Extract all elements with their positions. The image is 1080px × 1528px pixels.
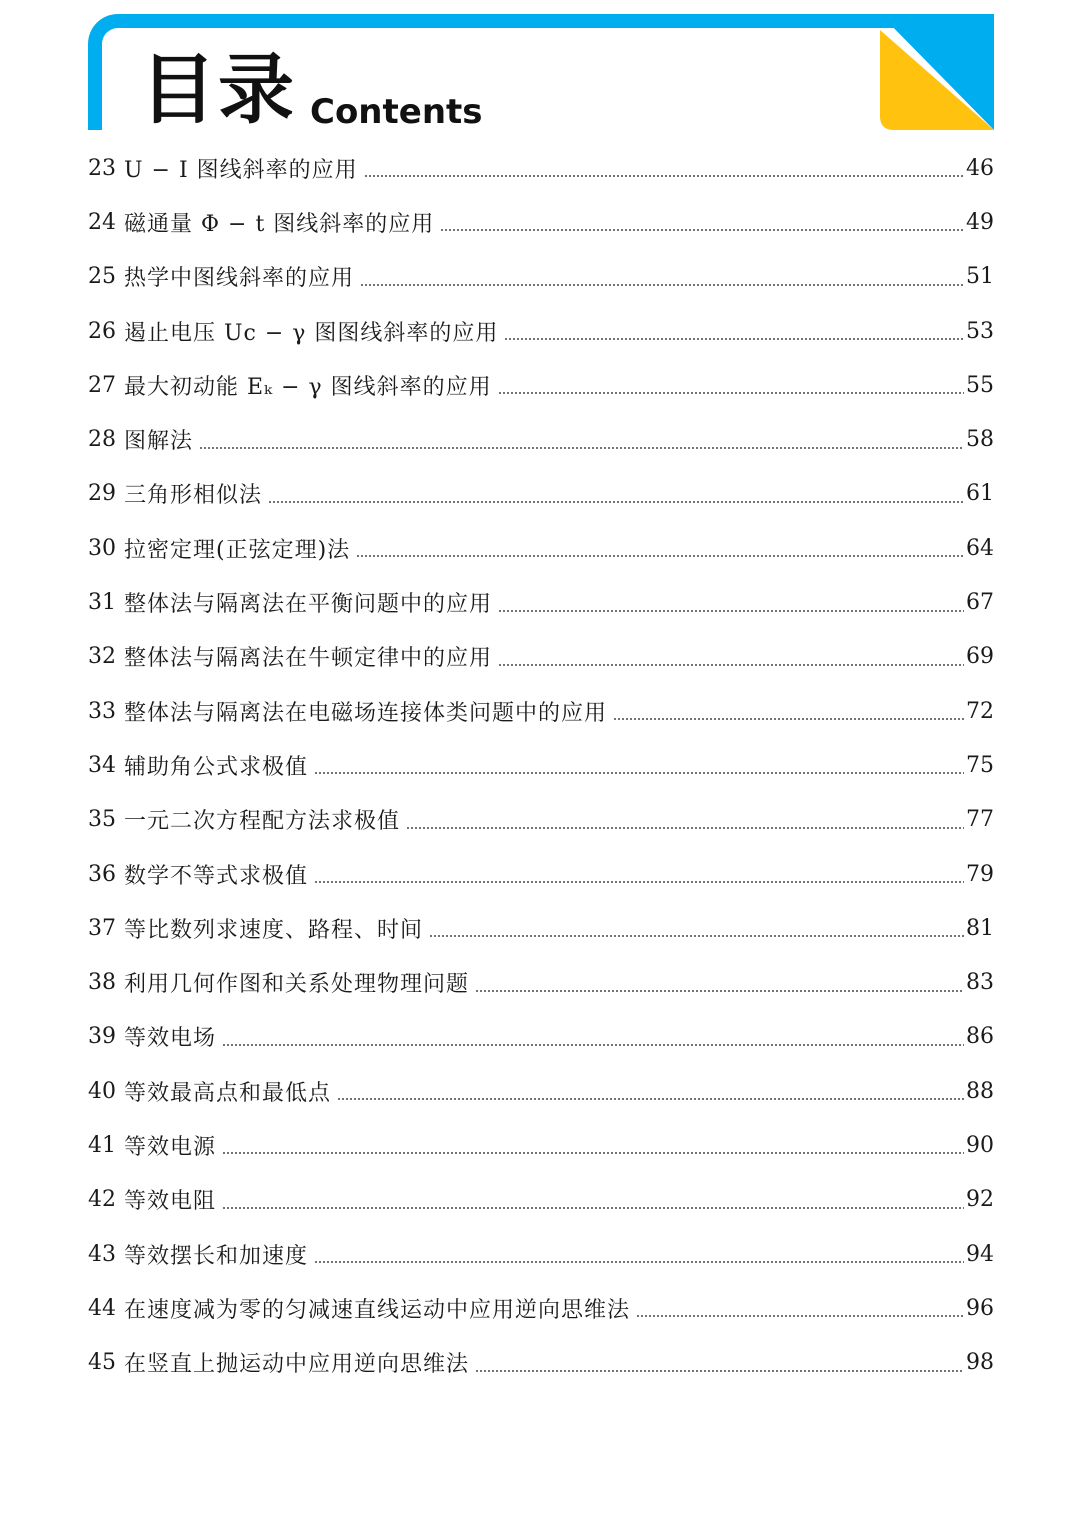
- dot-leader: [364, 175, 964, 177]
- toc-entry-page: 53: [966, 318, 994, 344]
- toc-entry-number: 23: [88, 155, 116, 181]
- toc-entry-number: 39: [88, 1024, 116, 1050]
- toc-entry[interactable]: [88, 195, 994, 249]
- toc-entry-title: 辅助角公式求极值: [124, 754, 309, 780]
- toc-entry-page: 83: [966, 970, 994, 996]
- toc-entry-page: 72: [966, 698, 994, 724]
- dot-leader: [498, 664, 964, 666]
- toc-entry-page: 94: [966, 1241, 994, 1267]
- toc-entry-page: 55: [966, 372, 994, 398]
- toc-entry-title: 拉密定理(正弦定理)法: [124, 537, 351, 563]
- toc-entry-number: 33: [88, 698, 116, 724]
- dot-leader: [222, 1152, 964, 1154]
- toc-entry-page: 77: [966, 807, 994, 833]
- toc-entry-number: 28: [88, 427, 116, 453]
- toc-entry-number: 45: [88, 1350, 116, 1376]
- toc-entry-page: 64: [966, 535, 994, 561]
- dot-leader: [636, 1315, 964, 1317]
- toc-entry-number: 25: [88, 264, 116, 290]
- dot-leader: [498, 392, 964, 394]
- toc-entry-number: 40: [88, 1078, 116, 1104]
- toc-entry[interactable]: [88, 412, 994, 466]
- toc-entry-title: 遏止电压 Uc − γ 图图线斜率的应用: [124, 320, 499, 346]
- toc-entry-page: 98: [966, 1350, 994, 1376]
- toc-entry-number: 36: [88, 861, 116, 887]
- toc-entry-number: 35: [88, 807, 116, 833]
- dot-leader: [222, 1044, 964, 1046]
- toc-entry-title: 整体法与隔离法在电磁场连接体类问题中的应用: [124, 700, 608, 726]
- toc-entry-title: 磁通量 Φ − t 图线斜率的应用: [124, 211, 435, 237]
- toc-header: [88, 14, 994, 134]
- corner-decoration: [880, 14, 994, 130]
- toc-entry-number: 38: [88, 970, 116, 996]
- toc-entry[interactable]: [88, 1118, 994, 1172]
- dot-leader: [429, 935, 964, 937]
- toc-entry[interactable]: [88, 955, 994, 1009]
- toc-entry-number: 26: [88, 318, 116, 344]
- toc-entry[interactable]: [88, 793, 994, 847]
- toc-entry-number: 29: [88, 481, 116, 507]
- toc-entry[interactable]: [88, 358, 994, 412]
- toc-entry-title: 等效电阻: [124, 1189, 217, 1215]
- toc-entry-page: 61: [966, 481, 994, 507]
- toc-entry-title: 热学中图线斜率的应用: [124, 266, 355, 292]
- toc-entry[interactable]: [88, 1173, 994, 1227]
- toc-entry[interactable]: [88, 521, 994, 575]
- toc-entry-number: 42: [88, 1187, 116, 1213]
- dot-leader: [222, 1207, 964, 1209]
- toc-entry[interactable]: [88, 738, 994, 792]
- dot-leader: [356, 555, 964, 557]
- toc-entry-page: 67: [966, 590, 994, 616]
- toc-entry-title: 三角形相似法: [124, 483, 263, 509]
- toc-entry[interactable]: [88, 1281, 994, 1335]
- toc-entry-title: 等效摆长和加速度: [124, 1243, 309, 1269]
- dot-leader: [314, 1261, 964, 1263]
- toc-entry[interactable]: [88, 141, 994, 195]
- dot-leader: [406, 827, 964, 829]
- toc-entry-number: 32: [88, 644, 116, 670]
- toc-entry-title: 一元二次方程配方法求极值: [124, 809, 401, 835]
- toc-entry-page: 92: [966, 1187, 994, 1213]
- toc-entry[interactable]: [88, 575, 994, 629]
- toc-entry-page: 75: [966, 752, 994, 778]
- dot-leader: [268, 501, 964, 503]
- toc-entry[interactable]: [88, 304, 994, 358]
- toc-entry-page: 96: [966, 1295, 994, 1321]
- toc-entry-title: 等效最高点和最低点: [124, 1080, 332, 1106]
- toc-entry-page: 90: [966, 1132, 994, 1158]
- page-title: 目录: [140, 45, 296, 134]
- toc-entry-page: 79: [966, 861, 994, 887]
- dot-leader: [337, 1098, 964, 1100]
- dot-leader: [475, 990, 964, 992]
- toc-entry-number: 31: [88, 590, 116, 616]
- toc-entry-number: 37: [88, 915, 116, 941]
- toc-entry-number: 41: [88, 1132, 116, 1158]
- toc-entry-title: 利用几何作图和关系处理物理问题: [124, 972, 470, 998]
- toc-entry[interactable]: [88, 1064, 994, 1118]
- toc-entry-number: 24: [88, 209, 116, 235]
- toc-entry[interactable]: [88, 1227, 994, 1281]
- toc-entry-page: 81: [966, 915, 994, 941]
- table-of-contents: [88, 141, 994, 1390]
- page-subtitle: Contents: [310, 92, 483, 132]
- dot-leader: [199, 447, 964, 449]
- dot-leader: [314, 772, 964, 774]
- dot-leader: [613, 718, 964, 720]
- dot-leader: [498, 610, 964, 612]
- toc-entry[interactable]: [88, 1010, 994, 1064]
- toc-entry-number: 34: [88, 752, 116, 778]
- toc-entry-page: 88: [966, 1078, 994, 1104]
- toc-entry-title: 最大初动能 Eₖ − γ 图线斜率的应用: [124, 374, 492, 400]
- toc-entry-page: 69: [966, 644, 994, 670]
- toc-entry-number: 43: [88, 1241, 116, 1267]
- toc-entry-title: 整体法与隔离法在平衡问题中的应用: [124, 592, 493, 618]
- dot-leader: [360, 284, 964, 286]
- toc-entry[interactable]: [88, 901, 994, 955]
- toc-entry[interactable]: [88, 467, 994, 521]
- toc-entry-page: 86: [966, 1024, 994, 1050]
- toc-entry-title: 在竖直上抛运动中应用逆向思维法: [124, 1352, 470, 1378]
- toc-entry[interactable]: [88, 250, 994, 304]
- dot-leader: [504, 338, 964, 340]
- toc-entry-title: 数学不等式求极值: [124, 863, 309, 889]
- toc-entry-page: 51: [966, 264, 994, 290]
- toc-entry-title: 等效电源: [124, 1134, 217, 1160]
- toc-entry[interactable]: [88, 630, 994, 684]
- toc-entry[interactable]: [88, 1336, 994, 1390]
- toc-entry-number: 27: [88, 372, 116, 398]
- dot-leader: [475, 1370, 964, 1372]
- toc-entry-page: 49: [966, 209, 994, 235]
- toc-entry[interactable]: [88, 684, 994, 738]
- toc-entry-title: 等比数列求速度、路程、时间: [124, 917, 424, 943]
- toc-entry-title: 等效电场: [124, 1026, 217, 1052]
- toc-entry-page: 46: [966, 155, 994, 181]
- dot-leader: [440, 229, 964, 231]
- toc-entry-title: 在速度减为零的匀减速直线运动中应用逆向思维法: [124, 1297, 631, 1323]
- toc-entry-number: 44: [88, 1295, 116, 1321]
- dot-leader: [314, 881, 964, 883]
- toc-entry-title: 图解法: [124, 429, 194, 455]
- toc-entry-page: 58: [966, 427, 994, 453]
- toc-entry-number: 30: [88, 535, 116, 561]
- toc-entry-title: 整体法与隔离法在牛顿定律中的应用: [124, 646, 493, 672]
- toc-entry[interactable]: [88, 847, 994, 901]
- toc-entry-title: U − I 图线斜率的应用: [124, 157, 358, 183]
